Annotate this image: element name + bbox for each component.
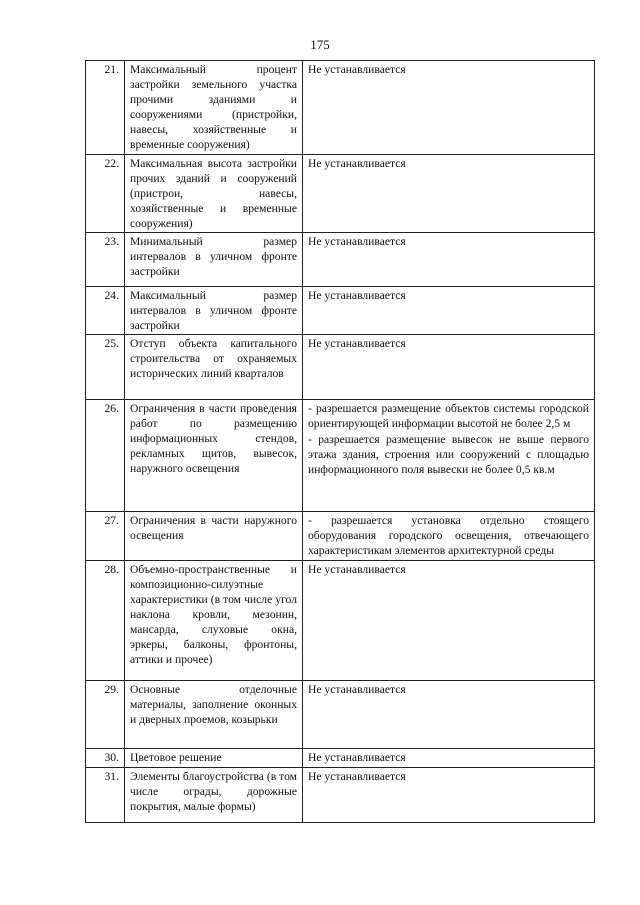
value-paragraph: Не устанавливается bbox=[308, 289, 406, 302]
row-number: 26. bbox=[86, 400, 125, 512]
table-row bbox=[86, 61, 595, 155]
row-number: 28. bbox=[86, 561, 125, 681]
row-parameter-name: Минимальный размер интервалов в уличном фронте застройки bbox=[125, 233, 303, 287]
row-parameter-value bbox=[303, 512, 595, 561]
row-parameter-name: Цветовое решение bbox=[125, 749, 303, 768]
row-parameter-value bbox=[303, 681, 595, 749]
value-paragraph: Не устанавливается bbox=[308, 770, 406, 783]
row-number: 24. bbox=[86, 287, 125, 335]
row-parameter-name: Максимальный размер интервалов в уличном фронте застройки bbox=[125, 287, 303, 335]
value-paragraph: Не устанавливается bbox=[308, 235, 406, 248]
table-row bbox=[86, 335, 595, 400]
table-row bbox=[86, 561, 595, 681]
value-paragraph: - разрешается размещение вывесок не выше первого этажа здания, строения или сооружений с площадью информационного поля вывески не более 0,5 кв.м bbox=[308, 433, 589, 476]
row-parameter-value bbox=[303, 561, 595, 681]
row-parameter-value bbox=[303, 233, 595, 287]
value-paragraph: - разрешается установка отдельно стоящего оборудования городского освещения, отвечающего характеристикам элементов архитектурной среды bbox=[308, 514, 589, 557]
table-row bbox=[86, 749, 595, 768]
table-row bbox=[86, 287, 595, 335]
value-paragraph: Не устанавливается bbox=[308, 563, 406, 576]
table-row bbox=[86, 400, 595, 512]
row-parameter-name: Ограничения в части проведения работ по размещению информационных стендов, рекламных щитов, вывесок, наружного освещения bbox=[125, 400, 303, 512]
row-number: 29. bbox=[86, 681, 125, 749]
row-parameter-name: Отступ объекта капитального строительства от охраняемых исторических линий кварталов bbox=[125, 335, 303, 400]
regulations-table bbox=[85, 60, 595, 823]
row-parameter-name: Ограничения в части наружного освещения bbox=[125, 512, 303, 561]
value-paragraph: Не устанавливается bbox=[308, 337, 406, 350]
row-parameter-value bbox=[303, 749, 595, 768]
row-number: 22. bbox=[86, 155, 125, 233]
row-parameter-value bbox=[303, 400, 595, 512]
value-paragraph: Не устанавливается bbox=[308, 63, 406, 76]
table-row bbox=[86, 155, 595, 233]
table-row bbox=[86, 233, 595, 287]
row-parameter-value bbox=[303, 287, 595, 335]
value-paragraph: Не устанавливается bbox=[308, 751, 406, 764]
row-parameter-name: Основные отделочные материалы, заполнение оконных и дверных проемов, козырьки bbox=[125, 681, 303, 749]
row-number: 27. bbox=[86, 512, 125, 561]
row-number: 21. bbox=[86, 61, 125, 155]
table-row bbox=[86, 512, 595, 561]
table-row bbox=[86, 768, 595, 823]
row-parameter-name: Максимальный процент застройки земельного участка прочими зданиями и сооружениями (пристройки, навесы, хозяйственные и временные сооружения) bbox=[125, 61, 303, 155]
row-number: 23. bbox=[86, 233, 125, 287]
row-parameter-value bbox=[303, 335, 595, 400]
row-number: 30. bbox=[86, 749, 125, 768]
page-number: 175 bbox=[310, 37, 330, 52]
row-number: 31. bbox=[86, 768, 125, 823]
value-paragraph: Не устанавливается bbox=[308, 683, 406, 696]
row-parameter-value bbox=[303, 155, 595, 233]
row-parameter-value bbox=[303, 61, 595, 155]
value-paragraph: Не устанавливается bbox=[308, 157, 406, 170]
row-parameter-name: Объемно-пространственные и композиционно-силуэтные характеристики (в том числе угол наклона кровли, мезонин, мансарда, слуховые окна, эркеры, балконы, фронтоны, аттики и прочее) bbox=[125, 561, 303, 681]
row-parameter-value bbox=[303, 768, 595, 823]
value-paragraph: - разрешается размещение объектов системы городской ориентирующей информации высотой не более 2,5 м bbox=[308, 402, 589, 430]
table-row bbox=[86, 681, 595, 749]
row-number: 25. bbox=[86, 335, 125, 400]
row-parameter-name: Элементы благоустройства (в том числе ограды, дорожные покрытия, малые формы) bbox=[125, 768, 303, 823]
row-parameter-name: Максимальная высота застройки прочих зданий и сооружений (пристрои, навесы, хозяйственные и временные сооружения) bbox=[125, 155, 303, 233]
table-body bbox=[86, 61, 595, 823]
